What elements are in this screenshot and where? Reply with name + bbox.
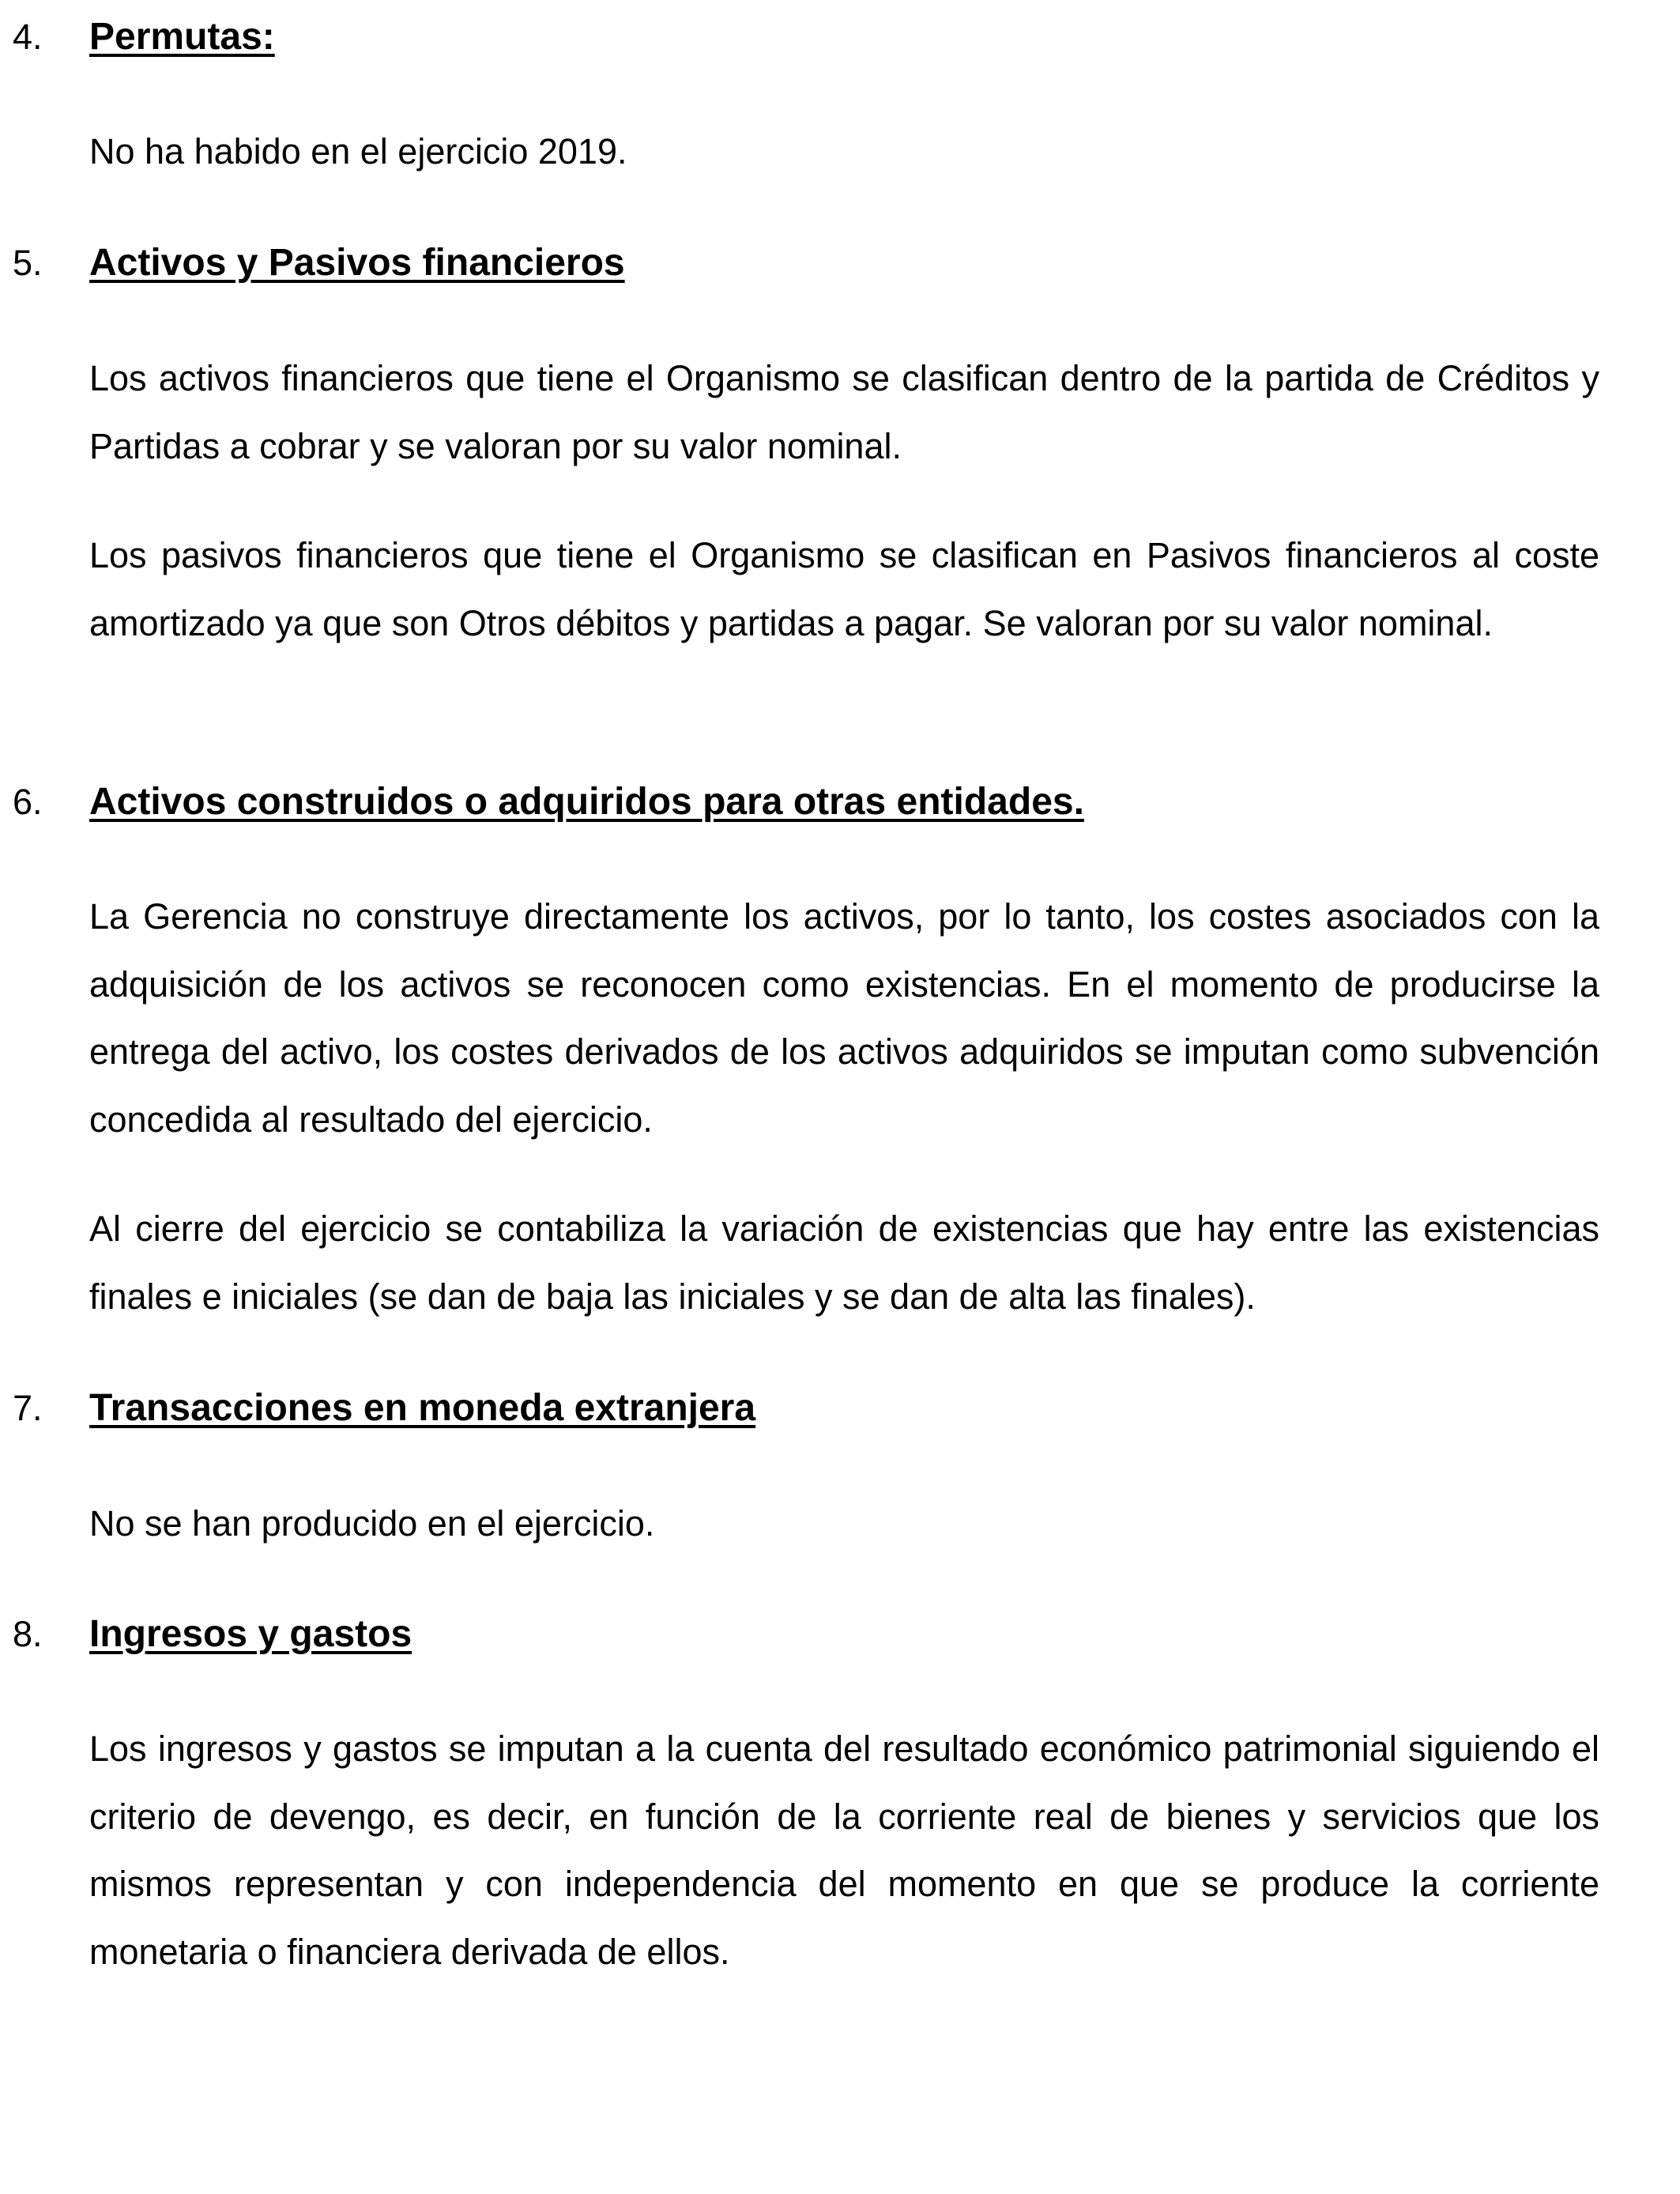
section-number: 6. (13, 782, 43, 822)
paragraph: Los pasivos financieros que tiene el Organismo se clasifican en Pasivos financieros al coste amortizado ya que son Otros débitos y partidas a pagar. Se valoran por su valor nominal. (89, 535, 1599, 643)
paragraph: La Gerencia no construye directamente los activos, por lo tanto, los costes asociados con la adquisición de los activos se reconocen como existencias. En el momento de producirse la entrega del activo, los costes derivados de los activos adquiridos se imputan como subvención concedida al resultado del ejercicio. (89, 896, 1599, 1140)
section-number: 8. (13, 1614, 43, 1654)
paragraph: Los activos financieros que tiene el Organismo se clasifican dentro de la partida de Créditos y Partidas a cobrar y se valoran por su valor nominal. (89, 358, 1599, 466)
paragraph: Los ingresos y gastos se imputan a la cuenta del resultado económico patrimonial siguiendo el criterio de devengo, es decir, en función de la corriente real de bienes y servicios que los mismos representan y con independencia del momento en que se produce la corriente monetaria o financiera derivada de ellos. (89, 1728, 1599, 1972)
section-title: Permutas: (89, 16, 275, 58)
section-heading-7 (0, 1385, 1680, 1432)
section-heading-5 (0, 239, 1680, 287)
section-title: Ingresos y gastos (89, 1613, 412, 1655)
paragraph: Al cierre del ejercicio se contabiliza la variación de existencias que hay entre las existencias finales e iniciales (se dan de baja las iniciales y se dan de alta las finales). (89, 1208, 1599, 1317)
paragraph: No se han producido en el ejercicio. (89, 1503, 655, 1544)
section-heading-8 (0, 1611, 1680, 1658)
section-title: Transacciones en moneda extranjera (89, 1387, 756, 1429)
section-heading-4 (0, 13, 1680, 61)
section-number: 7. (13, 1388, 43, 1428)
section-title: Activos y Pasivos financieros (89, 242, 625, 284)
section-heading-6 (0, 778, 1680, 826)
section-number: 5. (13, 243, 43, 283)
section-number: 4. (13, 17, 43, 57)
section-title: Activos construidos o adquiridos para otras entidades. (89, 781, 1084, 823)
paragraph: No ha habido en el ejercicio 2019. (89, 131, 627, 172)
